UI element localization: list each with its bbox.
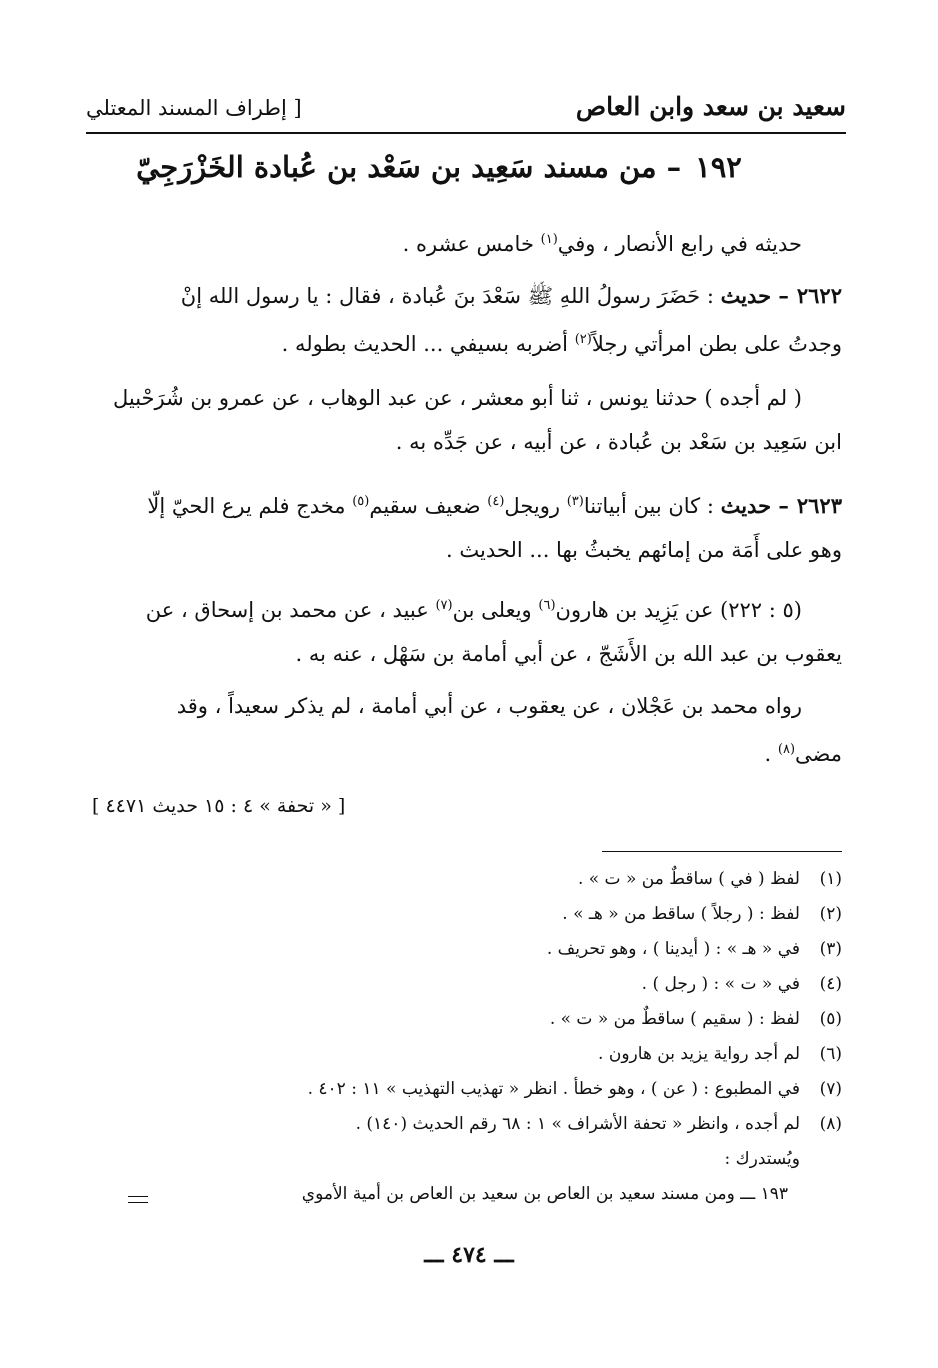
tuhfa-reference: [ « تحفة » ٤ : ١٥ حديث ٤٤٧١ ] (92, 795, 346, 817)
hadith-text: ضعيف سقيم (369, 494, 488, 518)
hadith-2622 (92, 274, 842, 366)
footnote-number: (٨) (819, 1114, 842, 1134)
footnote-ref-6[interactable]: (٦) (538, 598, 556, 613)
hadith-text: وجدتُ على بطن امرأتي رجلاً (591, 332, 842, 356)
footnote-item (120, 862, 842, 897)
footnote-ref-2[interactable]: (٢) (574, 332, 592, 347)
section-heading: – من مسند سَعِيد بن سَعْد بن عُبادة الخَزْرَجِيّ (136, 150, 682, 184)
footnote-item (120, 1037, 842, 1072)
running-head-title: سعيد بن سعد وابن العاص (575, 92, 846, 121)
intro-text: حديثه في رابع الأنصار ، وفي (557, 232, 802, 256)
isnad-line-1: ( لم أجده ) حدثنا يونس ، ثنا أبو معشر ، عن عبد الوهاب ، عن عمرو بن شُرَحْبيل (112, 386, 802, 410)
hadith-2623-line-1 (92, 480, 842, 528)
hadith-number: ٢٦٢٣ (796, 493, 842, 518)
footnote-number: (٣) (819, 939, 842, 959)
hadith-text: أضربه بسيفي ... الحديث بطوله . (281, 332, 575, 356)
isnad-line-2: يعقوب بن عبد الله بن الأَشَجّ ، عن أبي أمامة بن سَهْل ، عنه به . (295, 642, 842, 666)
hadith-number: ٢٦٢٢ (796, 283, 842, 308)
riwaya-paragraph (92, 684, 842, 776)
hadith-2623 (92, 480, 842, 572)
footnote-ref-8[interactable]: (٨) (777, 742, 796, 757)
isnad-text: (٥ : ٢٢٢) عن يَزِيد بن هارون (555, 598, 802, 622)
running-head-book: [ إطراف المسند المعتلي (86, 96, 302, 120)
footnote-separator (602, 851, 842, 852)
footnote-number: (١) (819, 869, 842, 889)
footnote-text: في « هـ » : ( أيدينا ) ، وهو تحريف . (546, 939, 800, 959)
footnote-item (120, 1072, 842, 1107)
footnote-item (120, 897, 842, 932)
section-number: ١٩٢ (695, 150, 742, 184)
hadith-2622-line-1 (92, 274, 842, 318)
footnote-item (120, 1107, 842, 1142)
footnote-number: (٢) (819, 904, 842, 924)
intro-paragraph (92, 218, 842, 266)
hadith-2623-line-2: وهو على أَمَة من إمائهم يخبثُ بها ... الحديث . (446, 538, 842, 562)
hadith-text: رويجل (504, 494, 567, 518)
footnote-number: (٧) (819, 1079, 842, 1099)
isnad-text: عبيد ، عن محمد بن إسحاق ، عن (145, 598, 436, 622)
intro-line (92, 218, 842, 266)
footnote-addendum: ويُستدرك : (724, 1149, 800, 1169)
footnote-text: لم أجده ، وانظر « تحفة الأشراف » ١ : ٦٨ رقم الحديث (١٤٠) . (355, 1114, 800, 1134)
footnote-number: (٤) (819, 974, 842, 994)
page-number: ـــ ٤٧٤ ـــ (424, 1242, 514, 1268)
riwaya-text: . (764, 742, 778, 766)
footnote-text: لفظ : ( رجلاً ) ساقط من « هـ » . (562, 904, 800, 924)
isnad-text: ويعلى بن (452, 598, 539, 622)
hadith-2622-line-2 (92, 318, 842, 366)
footnote-text: لفظ : ( سقيم ) ساقطٌ من « ت » . (549, 1009, 800, 1029)
footnote-text: لفظ ( في ) ساقطٌ من « ت » . (577, 869, 800, 889)
hadith-text: : كان بين أبياتنا (583, 494, 721, 518)
footnote-item (120, 967, 842, 1002)
footnote-ref-4[interactable]: (٤) (487, 494, 505, 509)
footnote-ref-1[interactable]: (١) (540, 232, 558, 247)
footnote-text: في « ت » : ( رجل ) . (641, 974, 800, 994)
footnote-number: (٥) (819, 1009, 842, 1029)
riwaya-line-2 (92, 728, 842, 776)
footnote-ref-7[interactable]: (٧) (435, 598, 453, 613)
riwaya-text: مضى (795, 742, 842, 766)
footnote-item (120, 1002, 842, 1037)
hadith-text: : حَضَرَ رسولُ اللهِ ﷺ سَعْدَ بنَ عُبادة ، فقال : يا رسول الله إنْ (180, 284, 721, 308)
continuation-mark (128, 1196, 148, 1203)
hadith-label: – حديث (720, 493, 789, 518)
footnotes (120, 862, 842, 1177)
footnote-text: في المطبوع : ( عن ) ، وهو خطأ . انظر « تهذيب التهذيب » ١١ : ٤٠٢ . (307, 1079, 800, 1099)
footnote-text: لم أجد رواية يزيد بن هارون . (598, 1044, 800, 1064)
intro-text-end: خامس عشره . (402, 232, 541, 256)
isnad-line-2: ابن سَعِيد بن سَعْد بن عُبادة ، عن أبيه ، عن جَدِّه به . (395, 430, 842, 454)
isnad-line-1 (92, 584, 842, 632)
hadith-text: مخدج فلم يرع الحيّ إلّا (147, 494, 353, 518)
isnad-2623 (92, 584, 842, 676)
footnote-next-section: ١٩٣ ـــ ومن مسند سعيد بن العاص بن سعيد بن العاص بن أمية الأموي (301, 1184, 788, 1204)
footnote-ref-5[interactable]: (٥) (352, 494, 370, 509)
running-head (86, 92, 846, 134)
section-title (120, 150, 758, 184)
hadith-label: – حديث (720, 283, 789, 308)
footnote-number: (٦) (819, 1044, 842, 1064)
footnote-item (120, 932, 842, 967)
isnad-2622 (92, 376, 842, 464)
footnote-ref-3[interactable]: (٣) (566, 494, 584, 509)
riwaya-line-1: رواه محمد بن عَجْلان ، عن يعقوب ، عن أبي أمامة ، لم يذكر سعيداً ، وقد (176, 694, 802, 718)
